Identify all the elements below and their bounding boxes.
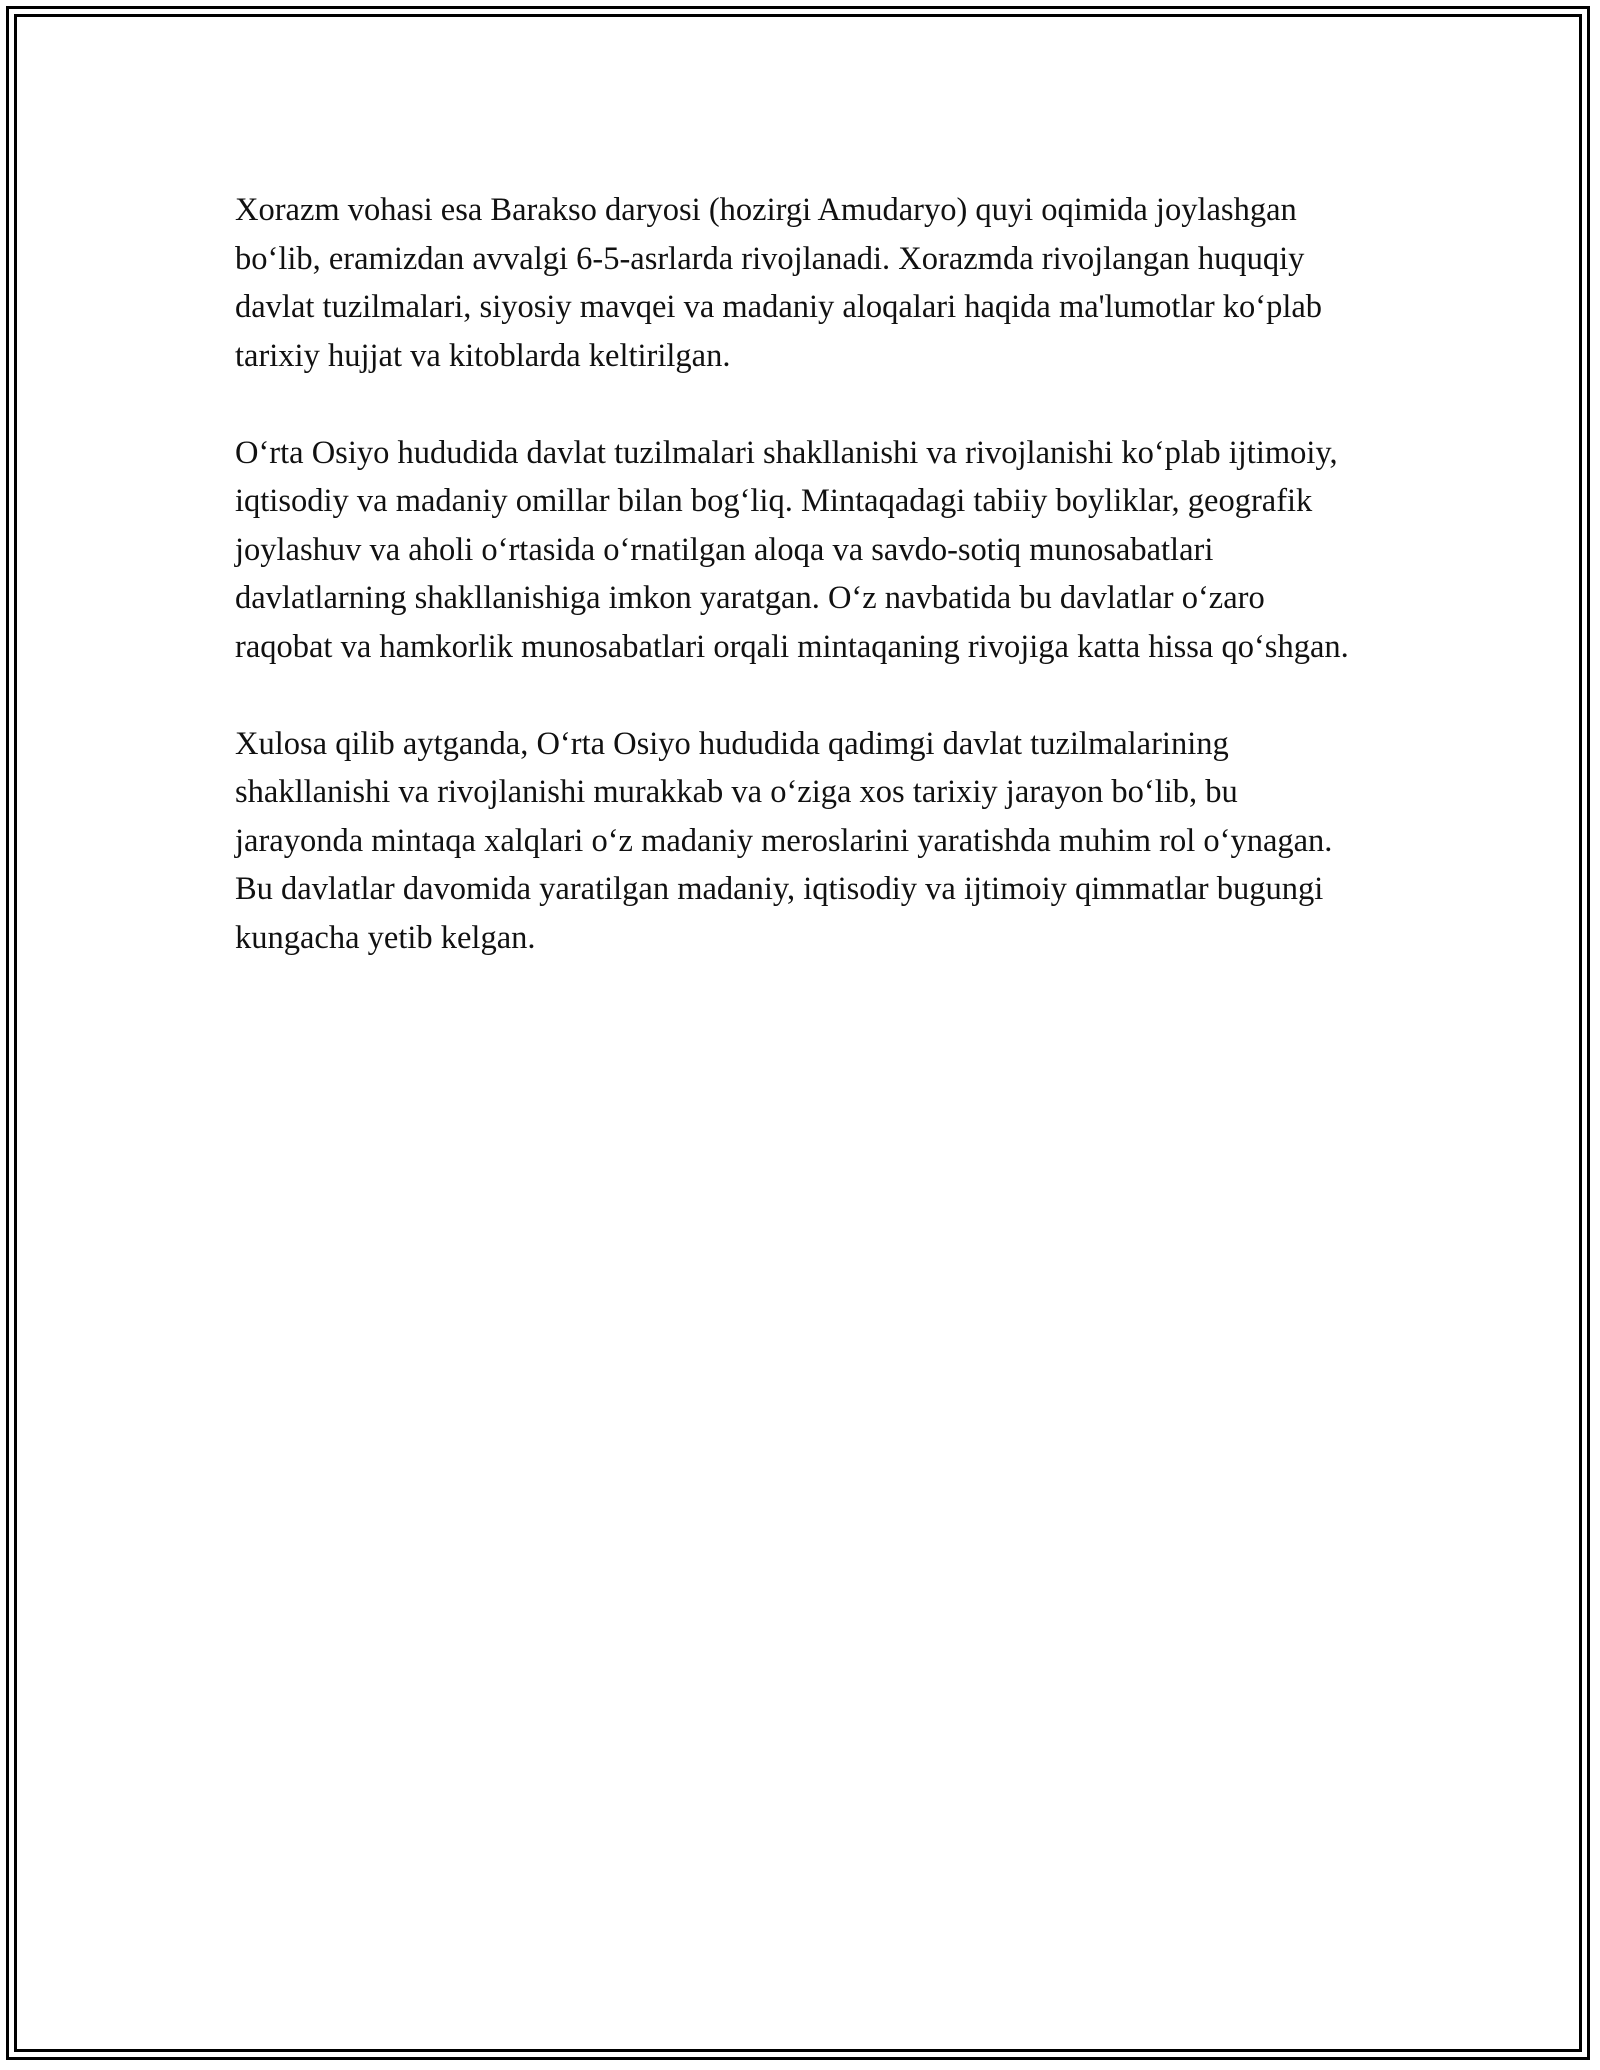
- paragraph-3: Xulosa qilib aytganda, O‘rta Osiyo hududida qadimgi davlat tuzilmalarining shakllanishi va rivojlanishi murakkab va o‘ziga xos tarixiy jarayon bo‘lib, bu jarayonda mintaqa xalqlari o‘z madaniy meroslarini yaratishda muhim rol o‘ynagan. Bu davlatlar davomida yaratilgan madaniy, iqtisodiy va ijtimoiy qimmatlar bugungi kungacha yetib kelgan.: [235, 725, 1333, 956]
- paragraph-2: O‘rta Osiyo hududida davlat tuzilmalari shakllanishi va rivojlanishi ko‘plab ijtimoiy, iqtisodiy va madaniy omillar bilan bog‘liq. Mintaqadagi tabiiy boyliklar, geografik joylashuv va aholi o‘rtasida o‘rnatilgan aloqa va savdo-sotiq munosabatlari davlatlarning shakllanishiga imkon yaratgan. O‘z navbatida bu davlatlar o‘zaro raqobat va hamkorlik munosabatlari orqali mintaqaning rivojiga katta hissa qo‘shgan.: [235, 434, 1349, 665]
- paragraph-1: Xorazm vohasi esa Barakso daryosi (hozirgi Amudaryo) quyi oqimida joylashgan bo‘lib, eramizdan avvalgi 6-5-asrlarda rivojlanadi. Xorazmda rivojlangan huquqiy davlat tuzilmalari, siyosiy mavqei va madaniy aloqalari haqida ma'lumotlar ko‘plab tarixiy hujjat va kitoblarda keltirilgan.: [235, 192, 1323, 374]
- document-body: [235, 186, 1370, 1011]
